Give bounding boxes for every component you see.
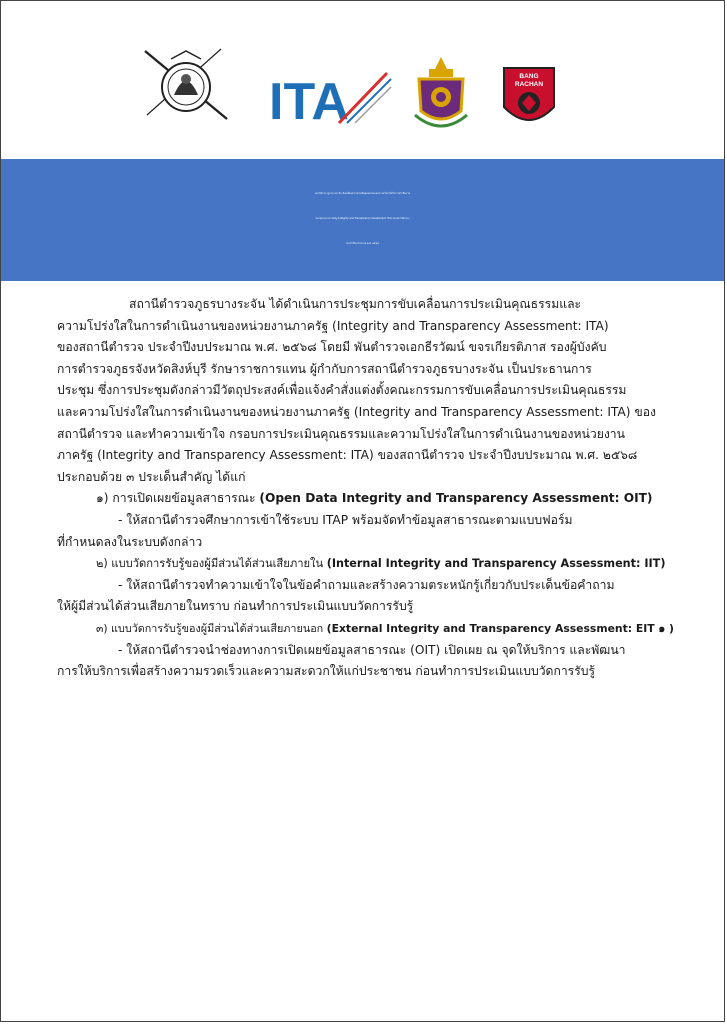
badge-text-bottom: RACHAN	[514, 81, 544, 88]
item-3-detail-line-2: การให้บริการเพื่อสร้างความรวดเร็วและความสะดวกให้แก่ประชาชน ก่อนทำการประเมินแบบวัดการรับรู้	[57, 664, 596, 679]
intro-line-3: ของสถานีตำรวจ ประจำปีงบประมาณ พ.ศ. ๒๕๖๘ โดยมี พันตำรวจเอกธีรวัฒน์ ขจรเกียรติภาส รองผู้บังคับ	[57, 340, 607, 355]
ita-logo	[269, 69, 393, 125]
item-2-detail-line-2: ให้ผู้มีส่วนได้ส่วนเสียภายในทราบ ก่อนทำการประเมินแบบวัดการรับรู้	[57, 599, 414, 614]
item-1-detail-line-1: - ให้สถานีตำรวจศึกษาการเข้าใช้ระบบ ITAP พร้อมจัดทำข้อมูลสาธารณะตามแบบฟอร์ม	[118, 512, 573, 527]
item-3-heading	[57, 618, 675, 640]
intro-line-4: การตำรวจภูธรจังหวัดสิงห์บุรี รักษาราชการแทน ผู้กำกับการสถานีตำรวจภูธรบางระจัน เป็นประธานการ	[57, 361, 592, 376]
item-1-heading-en: (Open Data Integrity and Transparency Assessment: OIT)	[259, 491, 653, 506]
intro-line-6: และความโปร่งใสในการดำเนินงานของหน่วยงานภาครัฐ (Integrity and Transparency Assessment: ITA) ของ	[57, 404, 656, 419]
logo-row	[1, 45, 724, 140]
intro-line-8: ภาครัฐ (Integrity and Transparency Assessment: ITA) ของสถานีตำรวจ ประจำปีงบประมาณ พ.ศ. ๒๕๖๘	[57, 448, 638, 463]
intro-line-9: ประกอบด้วย ๓ ประเด็นสำคัญ ได้แก่	[57, 469, 246, 484]
article-body	[57, 294, 675, 683]
banner-title-line-1: สถานีตำรวจภูธรบางระจัน ขับเคลื่อนการประเมินคุณธรรมและความโปร่งใสในการดำเนินงาน	[314, 192, 411, 195]
title-banner	[1, 159, 724, 281]
item-2-detail-line-1: - ให้สถานีตำรวจทำความเข้าใจในข้อคำถามและสร้างความตระหนักรู้เกี่ยวกับประเด็นข้อคำถาม	[118, 577, 615, 592]
ita-logo-text: ITA	[269, 73, 349, 125]
item-3-detail-line-1: - ให้สถานีตำรวจนำช่องทางการเปิดเผยข้อมูลสาธารณะ (OIT) เปิดเผย ณ จุดให้บริการ และพัฒนา	[118, 642, 626, 657]
bang-rachan-badge	[501, 65, 557, 131]
intro-line-2: ความโปร่งใสในการดำเนินงานของหน่วยงานภาครัฐ (Integrity and Transparency Assessment: ITA)	[57, 318, 609, 333]
intro-line-5: ประชุม ซึ่งการประชุมดังกล่าวมีวัตถุประสงค์เพื่อแจ้งคำสั่งแต่งตั้งคณะกรรมการขับเคลื่อนการประเมินคุณธรรม	[57, 383, 627, 398]
item-2-heading-prefix: ๒) แบบวัดการรับรู้ของผู้มีส่วนได้ส่วนเสียภายใน	[96, 557, 327, 571]
banner-title-line-3: ประจำปีงบประมาณ พ.ศ. ๒๕๖๘	[345, 242, 380, 245]
item-1-heading	[57, 488, 675, 510]
item-3-heading-en: (External Integrity and Transparency Assessment: EIT ๑ )	[326, 621, 674, 635]
item-2-heading-en: (Internal Integrity and Transparency Assessment: IIT)	[326, 557, 666, 571]
item-2-heading	[57, 553, 675, 575]
item-1-heading-prefix: ๑) การเปิดเผยข้อมูลสาธารณะ	[96, 491, 260, 506]
banner-title-line-2: ของหน่วยงานภาครัฐ (Integrity and Transparency Assessment: ITA) ของสถานีตำรวจ	[315, 217, 410, 220]
item-3-heading-prefix: ๓) แบบวัดการรับรู้ของผู้มีส่วนได้ส่วนเสียภายนอก	[96, 621, 327, 635]
item-1-detail-line-2: ที่กำหนดลงในระบบดังกล่าว	[57, 534, 203, 549]
intro-line-7: สถานีตำรวจ และทำความเข้าใจ กรอบการประเมินคุณธรรมและความโปร่งใสในการดำเนินงานของหน่วยงาน	[57, 426, 625, 441]
royal-thai-police-emblem-icon	[141, 45, 231, 125]
province-crest-icon	[411, 55, 471, 135]
intro-line-1: สถานีตำรวจภูธรบางระจัน ได้ดำเนินการประชุมการขับเคลื่อนการประเมินคุณธรรมและ	[129, 297, 582, 311]
badge-text-top: BANG	[519, 73, 539, 80]
